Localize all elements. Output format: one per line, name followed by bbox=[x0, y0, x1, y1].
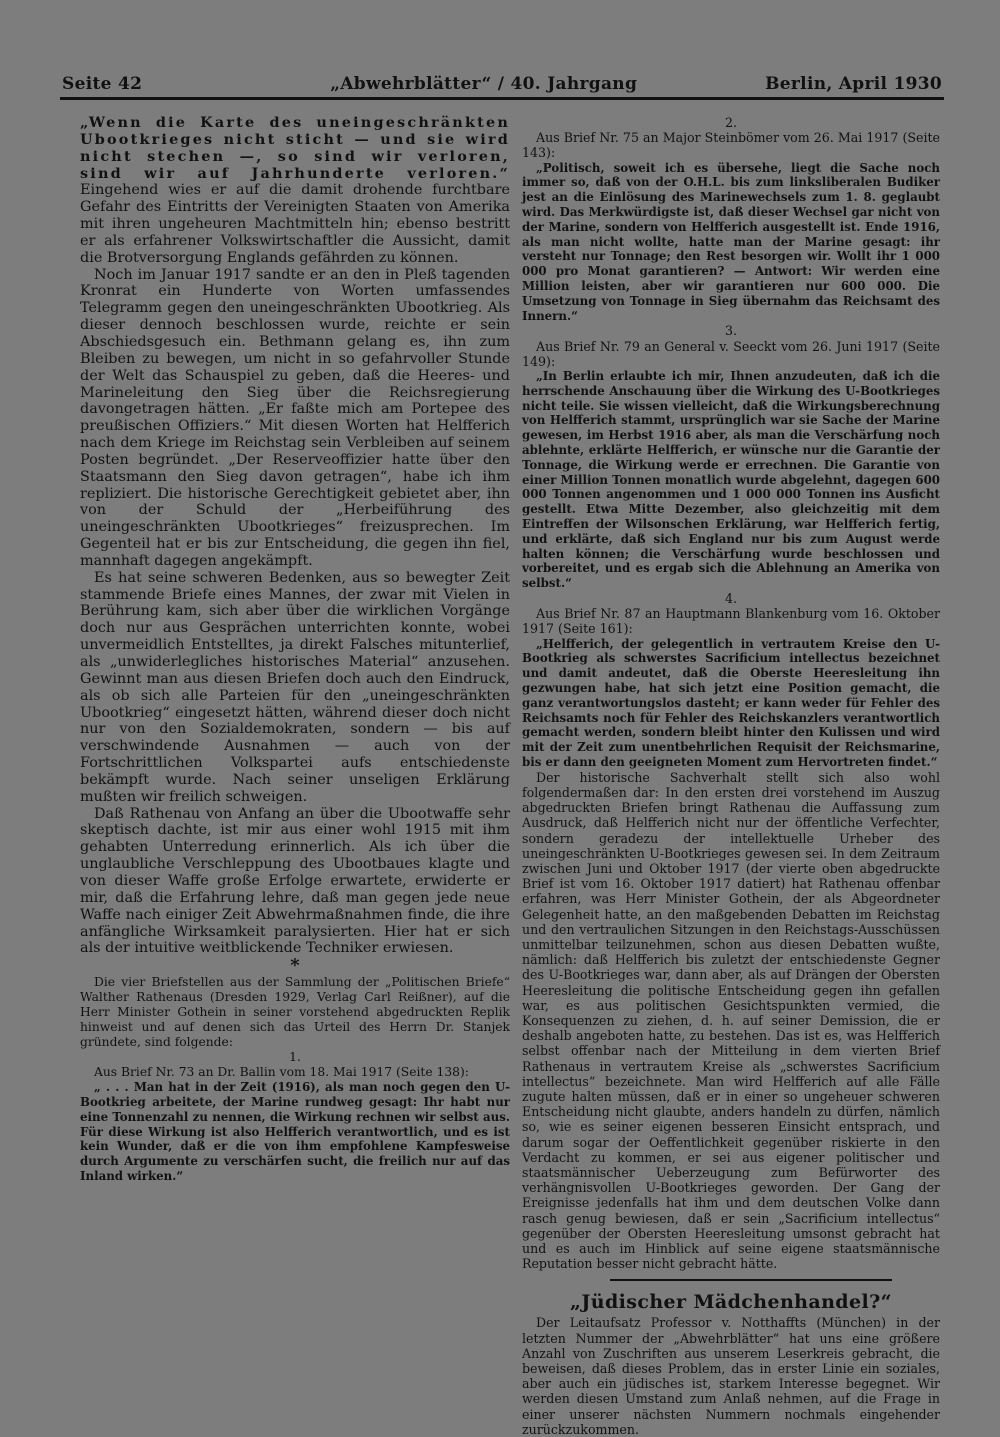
article-title: „Jüdischer Mädchenhandel?“ bbox=[570, 1291, 892, 1314]
paragraph: Es hat seine schweren Bedenken, aus so bewegter Zeit stammende Briefe eines Mannes, der zwar mit Vielen in Berührung kam, sich aber über die wirklichen Vorgänge doch nur aus Gesprächen unterrichten konnte, wobei unvermeidlich Entstelltes, ja direkt Falsches mitunterlief, als „unwiderlegliches historisches Material“ anzusehen. Gewinnt man aus diesen Briefen doch auch den Eindruck, als ob sich alle Parteien für den „uneingeschränkten Ubootkrieg“ eingesetzt hätten, während dieser doch nicht nur von den Sozialdemokraten, sondern — bis auf verschwindende Ausnahmen — auch von der Fortschrittlichen Volkspartei aufs entschiedenste bekämpft wurde. Nach seiner unseligen Erklärung mußten wir freilich schweigen. bbox=[80, 569, 510, 805]
section-separator: * bbox=[290, 955, 300, 977]
letter-citation: Aus Brief Nr. 73 an Dr. Ballin vom 18. Mai 1917 (Seite 138): bbox=[94, 1065, 469, 1080]
letter-number: 4. bbox=[724, 590, 738, 606]
page-header bbox=[62, 74, 942, 96]
letter-number: 3. bbox=[724, 323, 738, 339]
right-column bbox=[522, 115, 940, 1437]
letter-quote: „Politisch, soweit ich es übersehe, liegt die Sache noch immer so, daß von der O.H.L. bis zum linksliberalen Budiker jest an die Einlösung des Marinewechsels zum 1. 8. geglaubt wird. Das Merkwürdigste ist, daß dieser Wechsel gar nicht von der Marine, sondern von Helfferich ausgestellt ist. Ende 1916, als man nicht wollte, hatte man der Marine gesagt: ihr versteht nur Tonnage; den Rest besorgen wir. Wollt ihr 1 000 000 pro Monat garantieren? — Antwort: Wir werden eine Million leisten, aber wir garantieren nur 600 000. Die Umsetzung von Tonnage in Sieg übernahm das Reichsamt des Innern.“ bbox=[522, 160, 940, 323]
left-column bbox=[80, 115, 510, 1184]
page-number: Seite 42 bbox=[62, 74, 143, 94]
letter-citation: Aus Brief Nr. 75 an Major Steinbömer vom 26. Mai 1917 (Seite 143): bbox=[522, 130, 940, 161]
letter-quote: „Helfferich, der gelegentlich in vertrautem Kreise den U-Bootkrieg als schwerstes Sacrificium intellectus bezeichnet und damit andeutet, daß die Oberste Heeresleitung ihn gezwungen habe, hat sich jetzt eine Position gemacht, die ganz verantwortungslos dasteht; er kann weder für Fehler des Reichsamts noch für Fehler des Reichskanzlers verantwortlich gemacht werden, sondern bleibt hinter den Kulissen und wird mit der Zeit zum unentbehrlichen Requisit der Reichsmarine, bis er dann den geeigneten Moment zum Hervortreten findet.“ bbox=[522, 636, 940, 769]
journal-title: „Abwehrblätter“ / 40. Jahrgang bbox=[330, 74, 638, 94]
header-rule bbox=[60, 97, 944, 100]
paragraph: Noch im Januar 1917 sandte er an den in Pleß tagenden Kronrat ein Hunderte von Worten umfassendes Telegramm gegen den uneingeschränkten Ubootkrieg. Als dieser dennoch beschlossen wurde, reichte er sein Abschiedsgesuch ein. Bethmann gelang es, ihn zum Bleiben zu bewegen, um nicht in so gefahrvoller Stunde der Welt das Schauspiel zu geben, daß die Heeres- und Marineleitung den Sieg über die Reichsregierung davongetragen hätten. „Er faßte mich am Portepee des preußischen Offiziers.“ Mit diesen Worten hat Helfferich nach dem Kriege im Reichstag sein Verbleiben auf seinem Posten begründet. „Der Reserveoffizier hatte über den Staatsmann den Sieg davon getragen“, habe ich ihm repliziert. Die historische Gerechtigkeit gebietet aber, ihn von der Schuld der „Herbeiführung des uneingeschränkten Ubootkrieges“ freizusprechen. Im Gegenteil hat er bis zur Entscheidung, die gegen ihn fiel, mannhaft dagegen angekämpft. bbox=[80, 266, 510, 569]
paragraph bbox=[80, 115, 510, 267]
letter-number: 1. bbox=[289, 1050, 301, 1065]
paragraph: Daß Rathenau von Anfang an über die Ubootwaffe sehr skeptisch dachte, ist mir aus einer wohl 1915 mit ihm gehabten Unterredung erinnerlich. Als ich über die unglaubliche Verschleppung des Ubootbaues klagte und von dieser Waffe große Erfolge erwartete, erwiderte er mir, daß die Erfahrung lehre, daß man gegen jede neue Waffe nach einiger Zeit Abwehrmaßnahmen finde, die ihre anfängliche Wirksamkeit paralysierten. Hier hat er sich als der intuitive weitblickende Techniker erwiesen. bbox=[80, 805, 510, 957]
letter-citation: Aus Brief Nr. 87 an Hauptmann Blankenburg vom 16. Oktober 1917 (Seite 161): bbox=[522, 606, 940, 637]
letter-number: 2. bbox=[724, 115, 738, 130]
emphasized-quote: „Wenn die Karte des uneingeschränkten Ubootkrieges nicht sticht — und sie wird nicht stechen —, so sind wir verloren, sind wir auf Jahrhunderte verloren.“ bbox=[80, 114, 510, 182]
paragraph: Der historische Sachverhalt stellt sich also wohl folgendermaßen dar: In den ersten drei vorstehend im Auszug abgedruckten Briefen bringt Rathenau die Auffassung zum Ausdruck, daß Helfferich nicht nur der öffentliche Verfechter, sondern geradezu der intellektuelle Urheber des uneingeschränkten U-Bootkrieges gewesen sei. In dem Zeitraum zwischen Juni und Oktober 1917 (der vierte oben abgedruckte Brief ist vom 16. Oktober 1917 datiert) hat Rathenau offenbar erfahren, was Herr Minister Gothein, der als Abgeordneter Gelegenheit hatte, an den maßgebenden Debatten im Reichstag und den vertraulichen Sitzungen in den Reichstags-Ausschüssen unmittelbar teilzunehmen, schon aus diesen Debatten wußte, nämlich: daß Helfferich bis zuletzt der entschiedenste Gegner des U-Bootkrieges war, dann aber, als auf Drängen der Obersten Heeresleitung die politische Entscheidung gegen ihn gefallen war, es aus politischen Gesichtspunkten vermied, die Konsequenzen zu ziehen, d. h. auf seiner Demission, die er deshalb angeboten hatte, zu bestehen. Das ist es, was Helfferich selbst offenbar nach der Mitteilung in dem vierten Brief Rathenaus in vertrautem Kreise als „schwerstes Sacrificium intellectus“ bezeichnete. Man wird Helfferich auf alle Fälle zugute halten müssen, daß er in einer so ungeheuer schweren Entscheidung nicht glaubte, anders handeln zu dürfen, nämlich so, wie es seiner eigenen besseren Einsicht entsprach, und darum sogar der Oeffentlichkeit gegenüber riskierte in den Verdacht zu kommen, er sei aus eigener politischer und staatsmännischer Ueberzeugung zum Befürworter des verhängnisvollen U-Bootkrieges geworden. Der Gang der Ereignisse jedenfalls hat ihm und dem deutschen Volke dann rasch genug bewiesen, daß er sein „Sacrificium intellectus“ gegenüber der Obersten Heeresleitung umsonst gebracht hat und es auch im Hinblick auf seine eigene staatsmännische Reputation besser nicht gebracht hätte. bbox=[522, 769, 940, 1272]
letter-quote: „In Berlin erlaubte ich mir, Ihnen anzudeuten, daß ich die herrschende Anschauung über die Wirkung des U-Bootkrieges nicht teile. Sie wissen vielleicht, daß die Wirkungsberechnung von Helfferich stammt, ursprünglich war sie Sache der Marine gewesen, im Herbst 1916 aber, als man die Verschärfung noch ablehnte, erklärte Helfferich, er wünsche nur die Garantie der Tonnage, die Wirkung werde er errechnen. Die Garantie von einer Million Tonnen monatlich wurde abgelehnt, dagegen 600 000 Tonnen angenommen und 1 000 000 Tonnen ins Ausficht gestellt. Etwa Mitte Dezember, also gleichzeitig mit dem Eintreffen der Wilsonschen Erklärung, war Helfferich fertig, und erklärte, daß sich England nur bis zum August werde halten können; die Verschärfung wurde beschlossen und vorbereitet, und es ergab sich die Ablehnung an Amerika von selbst.“ bbox=[522, 368, 940, 591]
section-rule bbox=[610, 1279, 892, 1281]
letter-quote: „ . . . Man hat in der Zeit (1916), als man noch gegen den U-Bootkrieg arbeitete, der Marine rundweg gesagt: Ihr habt nur eine Tonnenzahl zu nennen, die Wirkung rechnen wir selbst aus. Für diese Wirkung ist also Helfferich verantwortlich, und es ist kein Wunder, daß er die von ihm empfohlene Kampfesweise durch Argumente zu verschärfen sucht, die freilich nur auf das Inland wirken.“ bbox=[80, 1080, 510, 1183]
editorial-note: Die vier Briefstellen aus der Sammlung der „Politischen Briefe“ Walther Rathenaus (Dresden 1929, Verlag Carl Reißner), auf die Herr Minister Gothein in seiner vorstehend abgedruckten Replik hinweist und auf denen sich das Urteil des Herrn Dr. Stanjek gründete, sind folgende: bbox=[80, 975, 510, 1050]
paragraph-text: Eingehend wies er auf die damit drohende furchtbare Gefahr des Eintritts der Vereinigten Staaten von Amerika mit ihren ungeheuren Machtmitteln hin; ebenso bestritt er als erfahrener Volkswirtschaftler die Aussicht, damit die Brotversorgung Englands gefährden zu können. bbox=[80, 182, 510, 266]
issue-date: Berlin, April 1930 bbox=[765, 74, 942, 94]
paragraph: Der Leitaufsatz Professor v. Notthaffts (München) in der letzten Nummer der „Abwehrblätter“ hat uns eine größere Anzahl von Zuschriften aus unserem Leserkreis gebracht, die beweisen, daß dieses Problem, das in erster Linie ein soziales, aber auch ein jüdisches ist, starkem Interesse begegnet. Wir werden diesen Umstand zum Anlaß nehmen, auf die Frage in einer unserer nächsten Nummern nochmals eingehender zurückzukommen. bbox=[522, 1315, 940, 1437]
letter-citation: Aus Brief Nr. 79 an General v. Seeckt vom 26. Juni 1917 (Seite 149): bbox=[522, 338, 940, 369]
